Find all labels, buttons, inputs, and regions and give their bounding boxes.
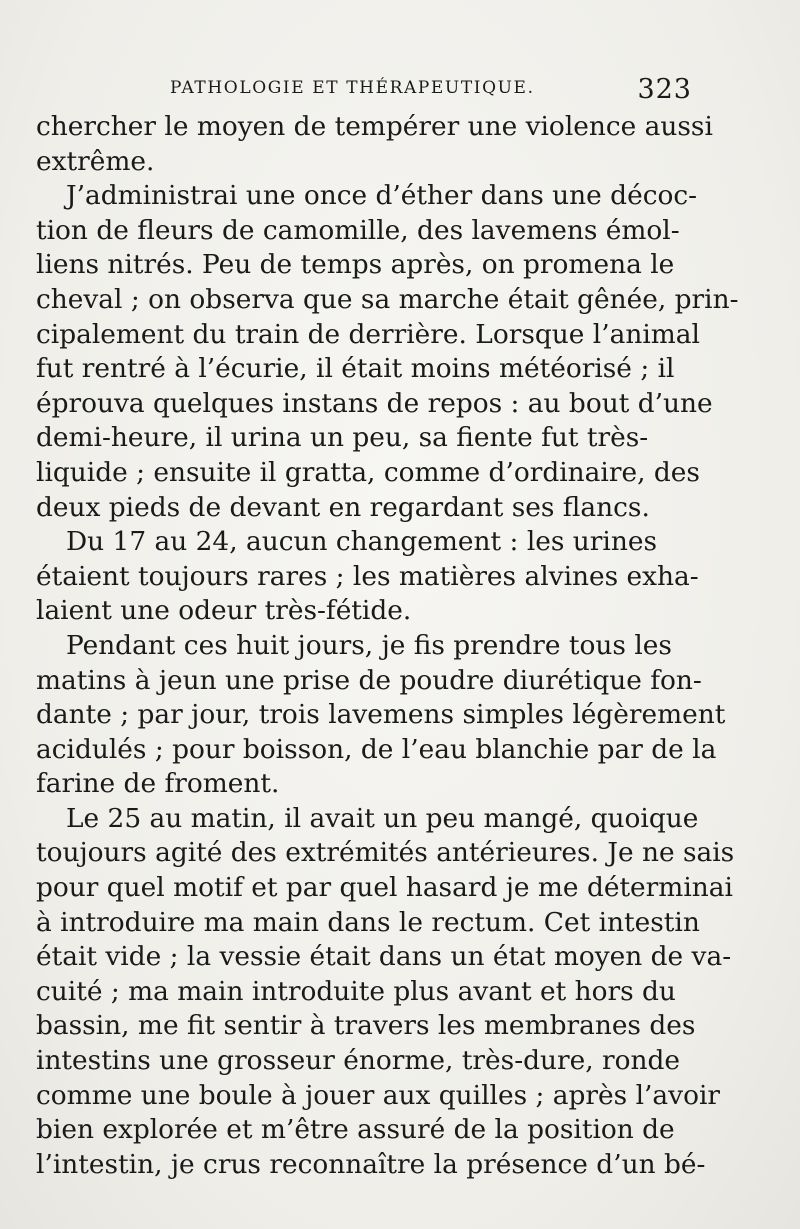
text-line: chercher le moyen de tempérer une violence aussi: [36, 111, 713, 142]
page-number: 323: [637, 74, 692, 105]
paragraph-start-line: Pendant ces huit jours, je fis prendre tous les: [66, 629, 672, 661]
text-line: matins à jeun une prise de poudre diurétique fon-: [36, 664, 702, 696]
text-line: liens nitrés. Peu de temps après, on promena le: [36, 249, 675, 281]
text-line: laient une odeur très-fétide.: [36, 595, 412, 627]
paragraph-start-line: Du 17 au 24, aucun changement : les urines: [66, 526, 658, 558]
page-header: [170, 74, 692, 108]
text-line: cipalement du train de derrière. Lorsque l’animal: [36, 318, 700, 350]
text-line: fut rentré à l’écurie, il était moins météorisé ; il: [36, 353, 675, 385]
paragraph-start-line: J’administrai une once d’éther dans une décoc-: [66, 180, 698, 212]
text-line: acidulés ; pour boisson, de l’eau blanchie par de la: [36, 733, 717, 765]
text-line: cuité ; ma main introduite plus avant et hors du: [36, 975, 676, 1007]
text-line: cheval ; on observa que sa marche était gênée, prin-: [36, 283, 739, 315]
text-line: dante ; par jour, trois lavemens simples légèrement: [36, 699, 726, 731]
text-line: toujours agité des extrémités antérieures. Je ne sais: [36, 837, 735, 869]
paragraph-start-line: Le 25 au matin, il avait un peu mangé, quoique: [66, 802, 699, 834]
body-text: [36, 110, 739, 1182]
running-title: PATHOLOGIE ET THÉRAPEUTIQUE.: [170, 78, 535, 98]
text-line: deux pieds de devant en regardant ses flancs.: [36, 491, 650, 523]
text-line: intestins une grosseur énorme, très-dure, ronde: [36, 1045, 681, 1077]
text-line: tion de fleurs de camomille, des lavemens émol-: [36, 214, 680, 246]
text-line: à introduire ma main dans le rectum. Cet intestin: [36, 906, 700, 938]
text-line: comme une boule à jouer aux quilles ; après l’avoir: [36, 1079, 721, 1111]
text-line: pour quel motif et par quel hasard je me déterminai: [36, 872, 733, 904]
text-line: bien explorée et m’être assuré de la position de: [36, 1114, 675, 1146]
text-line: l’intestin, je crus reconnaître la présence d’un bé-: [36, 1148, 706, 1180]
text-line: demi-heure, il urina un peu, sa fiente fut très-: [36, 422, 649, 454]
text-line: bassin, me fit sentir à travers les membranes des: [36, 1010, 696, 1042]
text-line: était vide ; la vessie était dans un état moyen de va-: [36, 941, 732, 973]
text-line: liquide ; ensuite il gratta, comme d’ordinaire, des: [36, 456, 700, 488]
text-line: étaient toujours rares ; les matières alvines exha-: [36, 560, 699, 592]
text-line: extrême.: [36, 145, 155, 177]
text-line: éprouva quelques instans de repos : au bout d’une: [36, 387, 713, 419]
text-line: farine de froment.: [36, 768, 280, 800]
